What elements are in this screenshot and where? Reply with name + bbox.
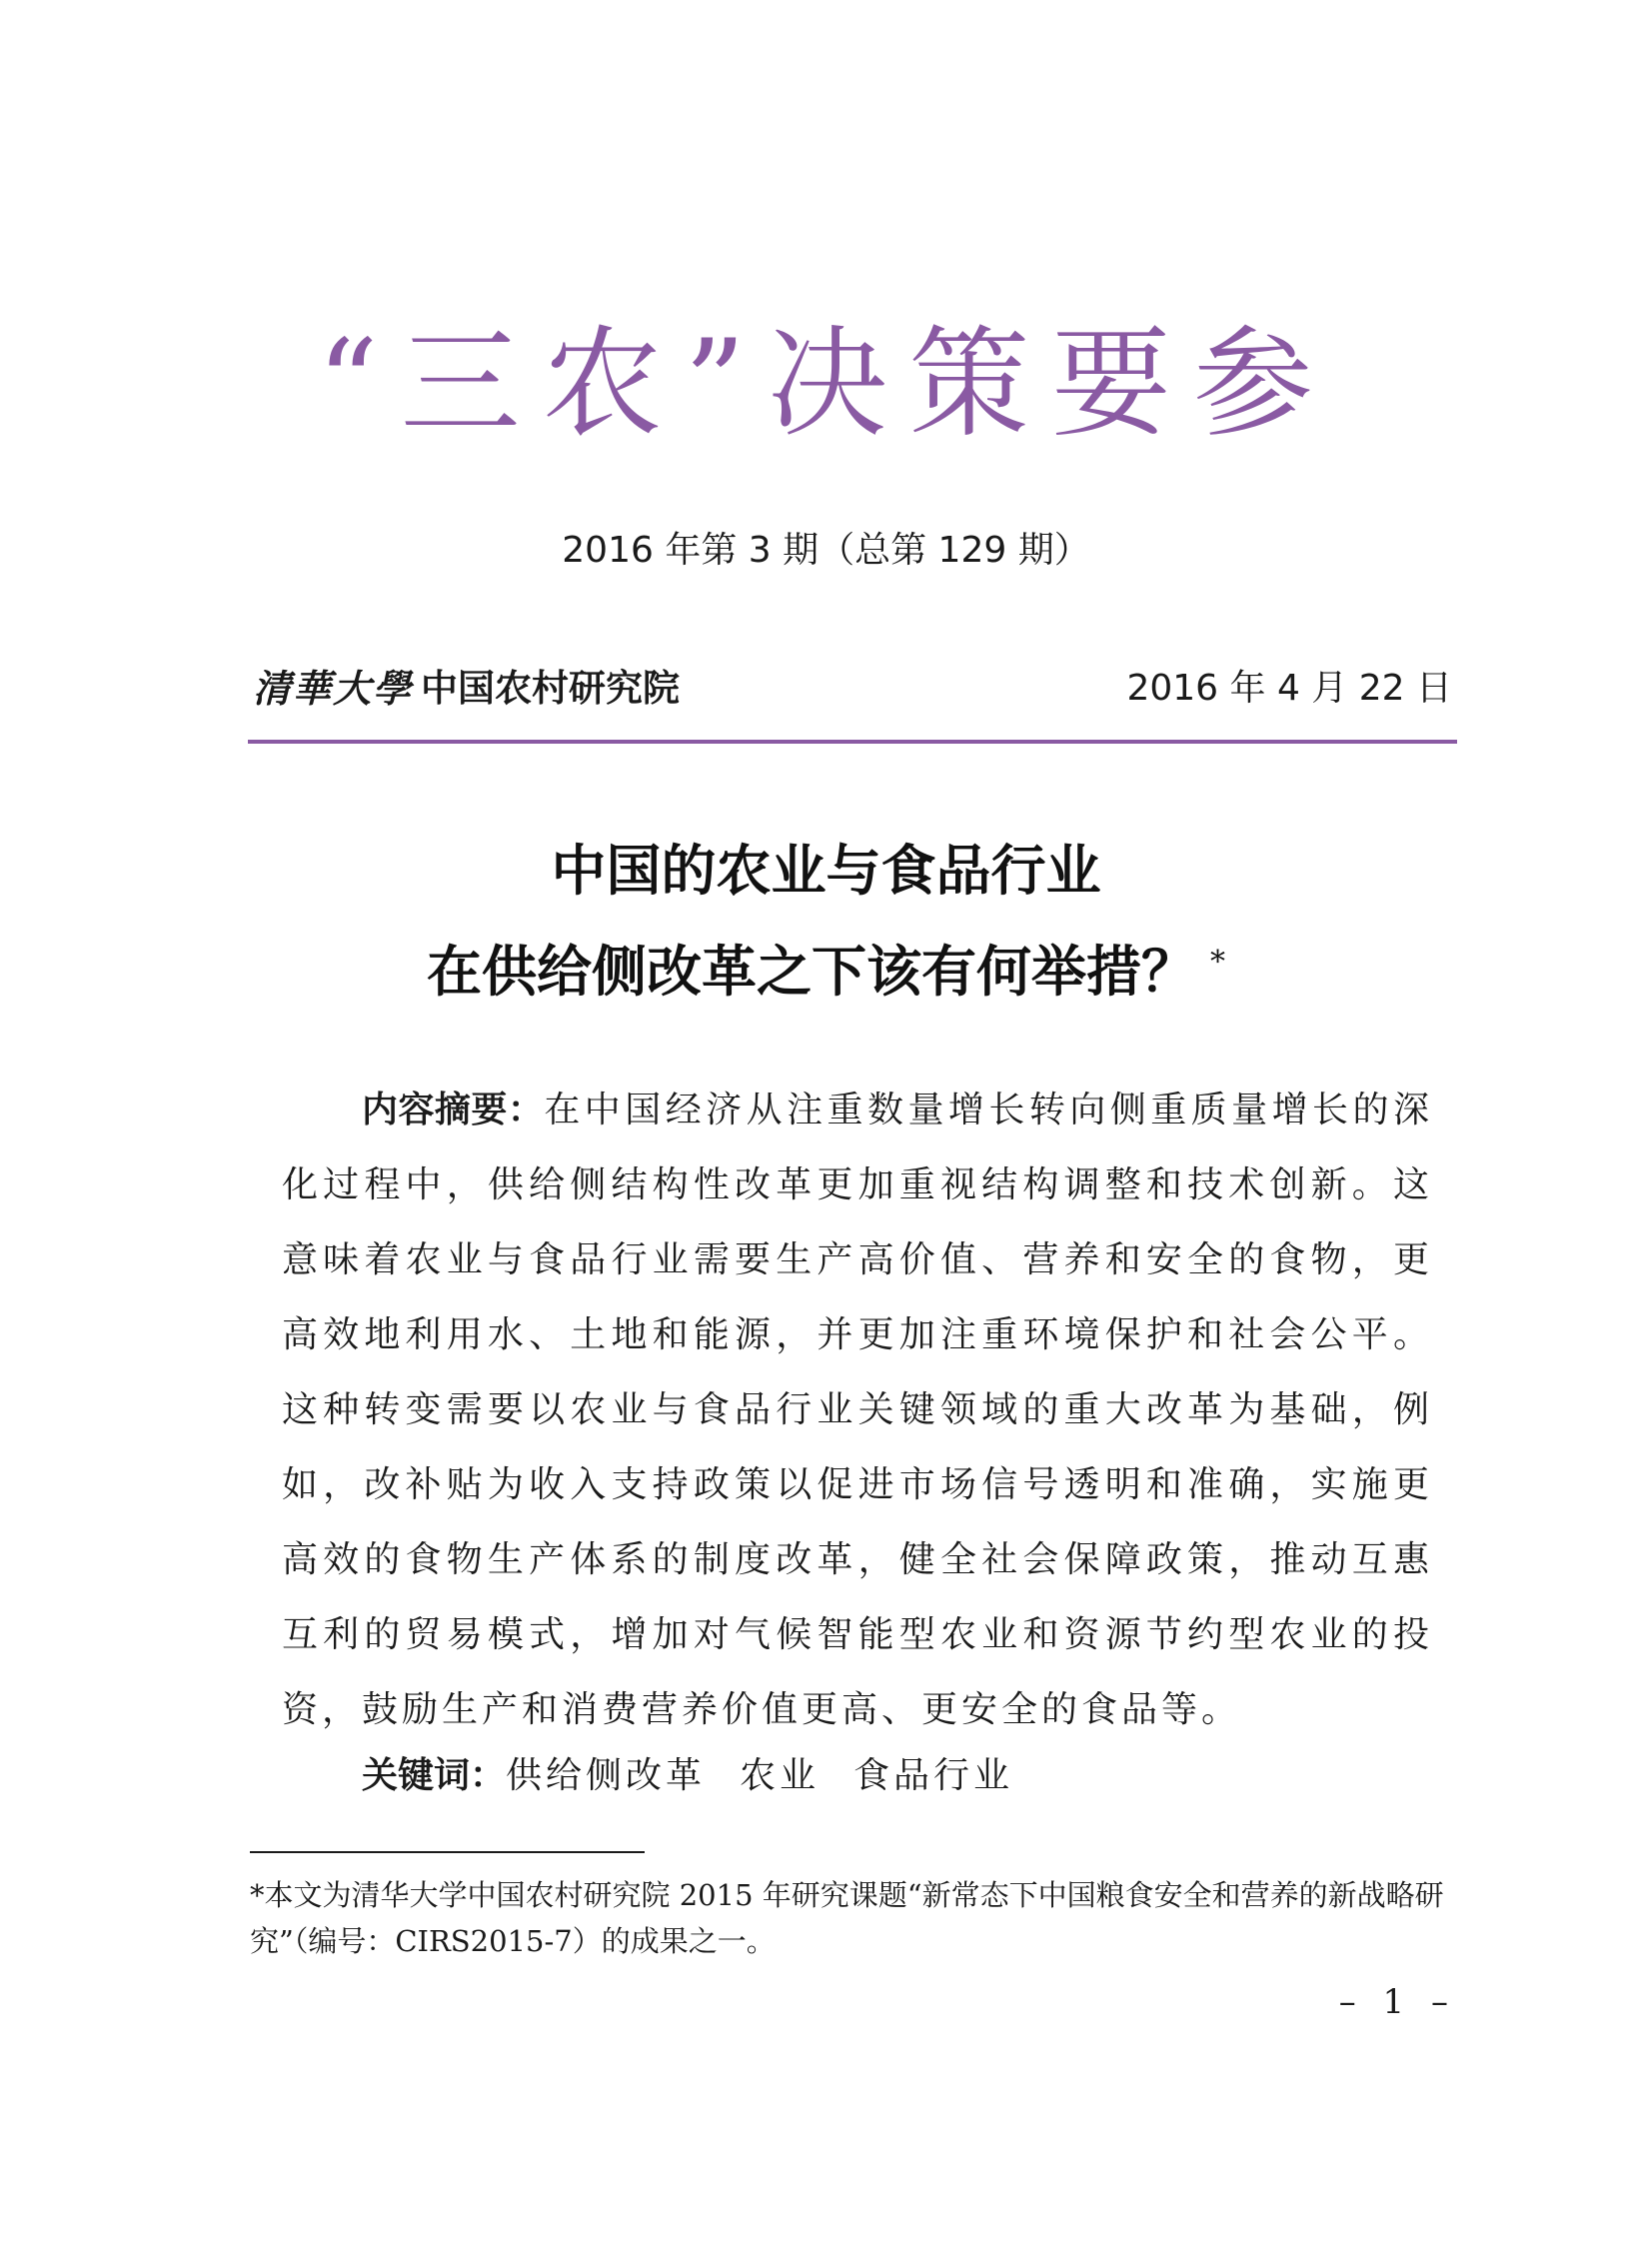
article-title-line2-text: 在供给侧改革之下该有何举措？: [426, 939, 1196, 1004]
keyword-item: 供给侧改革: [506, 1755, 707, 1796]
abstract-text: 在中国经济从注重数量增长转向侧重质量增长的深化过程中，供给侧结构性改革更加重视结构调整和技术创新。这意味着农业与食品行业需要生产高价值、营养和安全的食物，更高效地利用水、土地和能源，并更加注重环境保护和社会公平。这种转变需要以农业与食品行业关键领域的重大改革为基础，例如，改补贴为收入支持政策以促进市场信号透明和准确，实施更高效的食物生产体系的制度改革，健全社会保障政策，推动互惠互利的贸易模式，增加对气候智能型农业和资源节约型农业的投资，鼓励生产和消费营养价值更高、更安全的食品等。: [282, 1090, 1433, 1730]
university-logo-text: 清華大學: [253, 666, 414, 711]
header-divider: [248, 740, 1457, 744]
article-title-line2: [0, 939, 1652, 1004]
keyword-item: 农业: [740, 1755, 821, 1796]
publication-date: 2016 年 4 月 22 日: [1126, 668, 1452, 709]
issue-number: 2016 年第 3 期（总第 129 期）: [562, 530, 1090, 571]
keywords-label: 关键词：: [362, 1755, 507, 1796]
page-number: – 1 –: [1338, 1982, 1456, 2022]
keywords-line: [362, 1747, 1013, 1798]
institute-name: 中国农村研究院: [421, 666, 680, 710]
article-title-line1: 中国的农业与食品行业: [551, 838, 1101, 903]
title-footnote-mark: *: [1210, 944, 1225, 980]
publication-masthead: “三农”决策要参: [317, 315, 1335, 454]
institution-row: [253, 658, 1452, 718]
footnote-text: *本文为清华大学中国农村研究院 2015 年研究课题“新常态下中国粮食安全和营养的新战略研究”（编号：CIRS2015-7）的成果之一。: [250, 1878, 1444, 1958]
footnote-divider: [250, 1851, 645, 1853]
abstract-paragraph: [282, 1073, 1433, 1747]
abstract-label: 内容摘要：: [362, 1090, 545, 1130]
keyword-item: 食品行业: [853, 1755, 1014, 1796]
